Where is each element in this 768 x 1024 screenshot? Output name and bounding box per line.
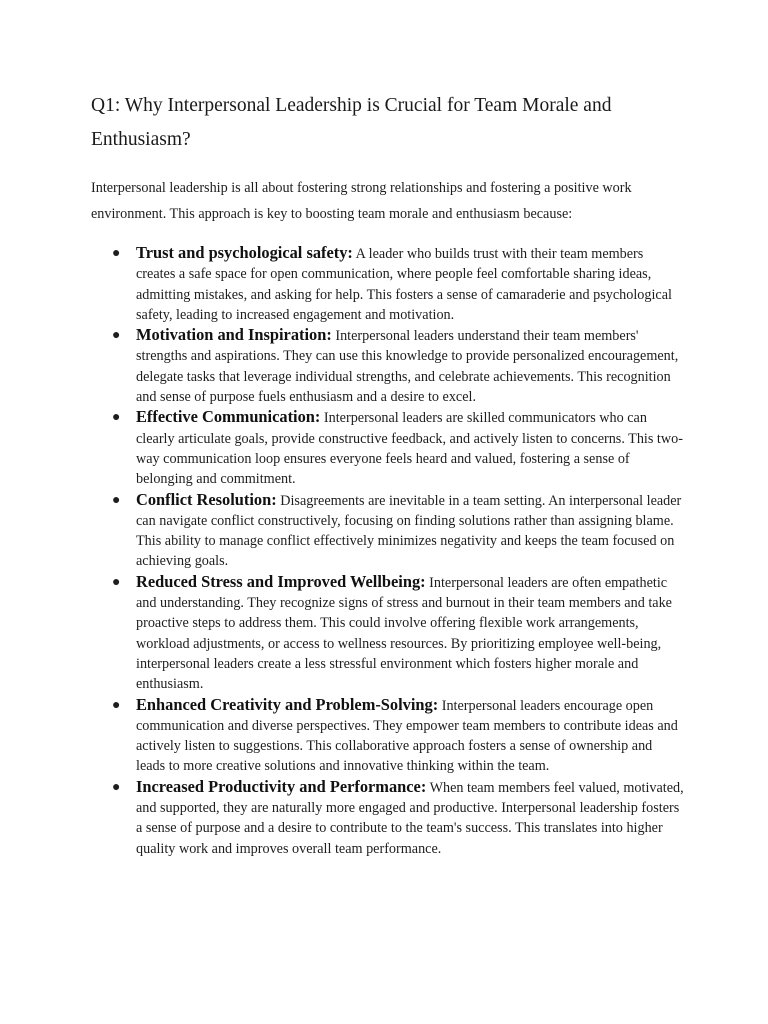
list-item-text: Interpersonal leaders are skilled communicators who can clearly articulate goals, provide constructive feedback, and actively listen to concerns. This two-way communication loop ensures everyone feels heard and valued, fostering a sense of belonging and commitment. <box>136 410 683 488</box>
list-item <box>112 776 684 859</box>
list-item-text: Interpersonal leaders encourage open communication and diverse perspectives. They empower team members to contribute ideas and actively listen to suggestions. This collaborative approach fosters a sense of ownership and leads to more creative solutions and innovative thinking within the team. <box>136 697 678 775</box>
intro-paragraph: Interpersonal leadership is all about fostering strong relationships and fostering a positive work environment. This approach is key to boosting team morale and enthusiasm because: <box>91 180 632 222</box>
bullet-icon: ● <box>112 328 121 344</box>
list-item-title: Effective Communication: <box>136 407 321 427</box>
list-item-title: Conflict Resolution: <box>136 489 277 509</box>
bullet-icon: ● <box>112 574 121 590</box>
list-item <box>112 325 684 407</box>
list-item <box>112 407 684 489</box>
list-item-text: A leader who builds trust with their team members creates a safe space for open communication, where people feel comfortable sharing ideas, admitting mistakes, and asking for help. This fosters a sense of camaraderie and psychological safety, leading to increased engagement and motivation. <box>136 246 672 323</box>
bullet-icon: ● <box>112 246 121 261</box>
bullet-icon: ● <box>112 410 121 426</box>
list-item-text: Interpersonal leaders understand their team members' strengths and aspirations. They can use this knowledge to provide personalized encouragement, delegate tasks that leverage individual strengths, and celebrate achievements. This recognition and sense of purpose fuels enthusiasm and a desire to excel. <box>136 328 679 406</box>
list-item <box>112 694 684 777</box>
list-item-text: Interpersonal leaders are often empathetic and understanding. They recognize signs of stress and burnout in their team members and take proactive steps to address them. This could involve offering flexible work arrangements, workload adjustments, or access to wellness resources. By prioritizing employee well-being, interpersonal leaders create a less stressful environment which fosters higher morale and enthusiasm. <box>136 574 672 693</box>
list-item <box>112 489 684 572</box>
list-item-title: Trust and psychological safety: <box>136 243 353 262</box>
list-item-title: Enhanced Creativity and Problem-Solving: <box>136 694 439 714</box>
list-item <box>112 571 684 695</box>
bullet-icon: ● <box>112 697 121 713</box>
list-item-title: Increased Productivity and Performance: <box>136 776 427 796</box>
bullet-icon: ● <box>112 779 121 795</box>
question-heading: Q1: Why Interpersonal Leadership is Crucial for Team Morale and Enthusiasm? <box>91 95 612 150</box>
bullet-icon: ● <box>112 492 121 508</box>
list-item-text: When team members feel valued, motivated, and supported, they are naturally more engaged and productive. Interpersonal leadership fosters a sense of purpose and a desire to contribute to the team's success. This translates into higher quality work and improves overall team performance. <box>136 779 684 857</box>
list-item <box>112 243 684 325</box>
list-item-text: Disagreements are inevitable in a team setting. An interpersonal leader can navigate conflict constructively, focusing on finding solutions rather than assigning blame. This ability to manage conflict effectively minimizes negativity and keeps the team focused on achieving goals. <box>136 492 682 570</box>
key-points-list <box>112 243 684 859</box>
list-item-title: Motivation and Inspiration: <box>136 325 332 345</box>
list-item-title: Reduced Stress and Improved Wellbeing: <box>136 571 426 591</box>
